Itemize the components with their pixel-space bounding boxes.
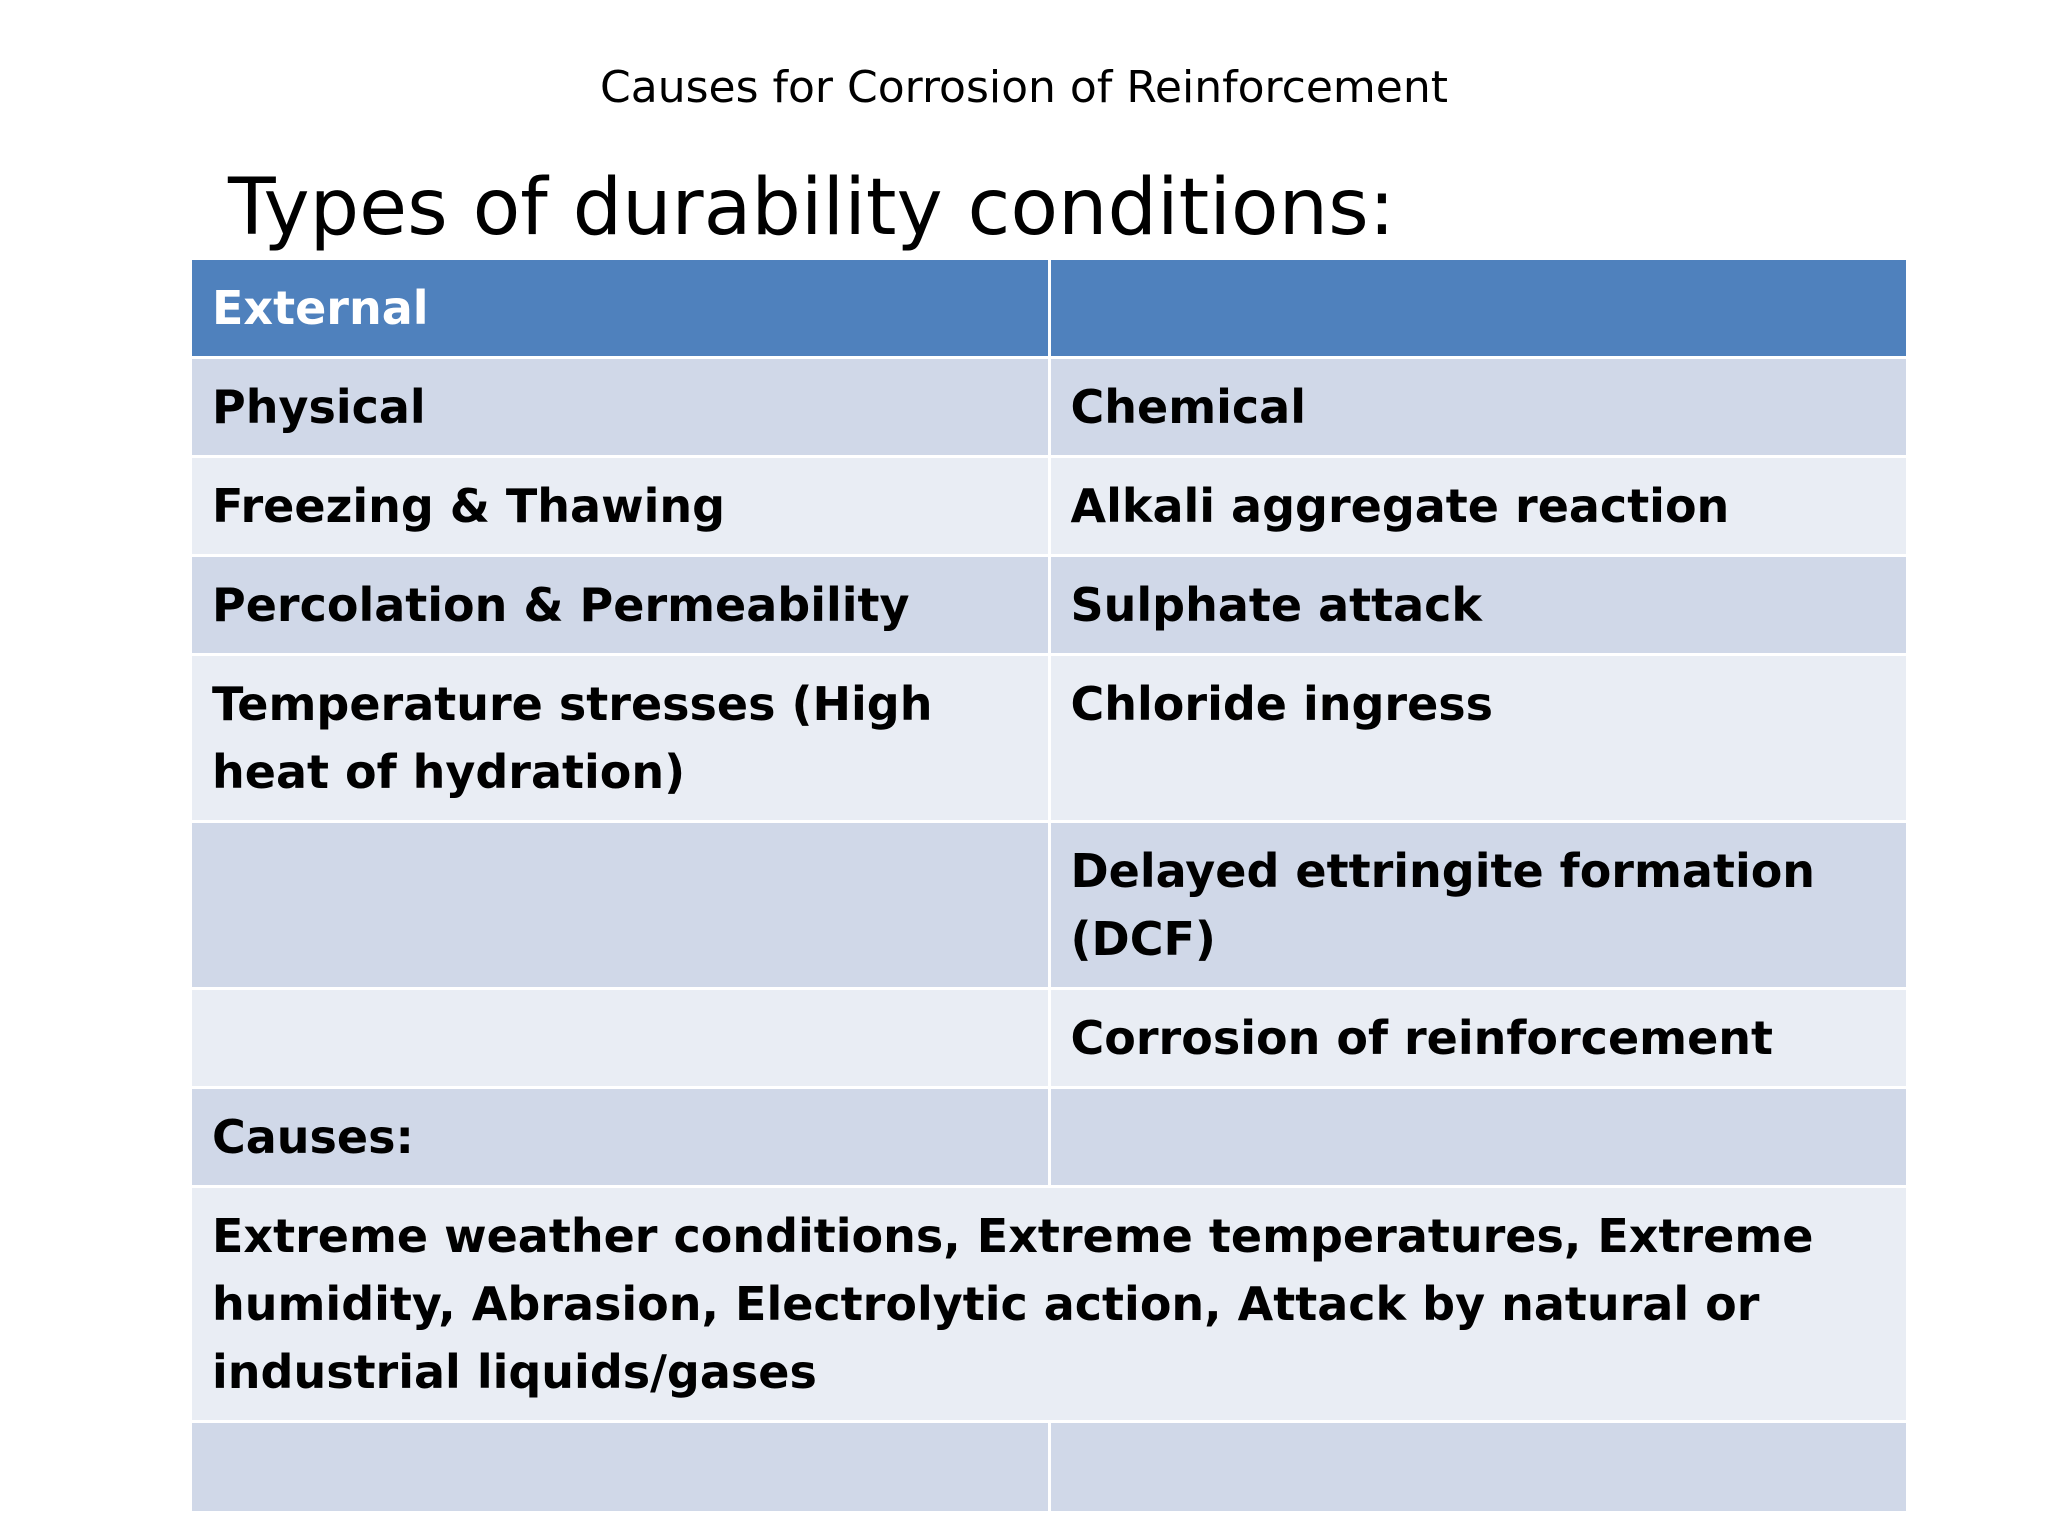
- cell-empty: [191, 1422, 1050, 1513]
- cell-chloride: Chloride ingress: [1049, 655, 1908, 822]
- cell-sulphate: Sulphate attack: [1049, 556, 1908, 655]
- cell-empty: [1049, 1422, 1908, 1513]
- cell-physical: Physical: [191, 358, 1050, 457]
- table-row: [191, 457, 1908, 556]
- cell-delayed-ettringite: Delayed ettringite formation (DCF): [1049, 822, 1908, 989]
- table-row: [191, 1422, 1908, 1513]
- durability-table-container: [189, 257, 1909, 1514]
- cell-empty: [1049, 1088, 1908, 1187]
- durability-table: [189, 257, 1909, 1514]
- table-row: [191, 358, 1908, 457]
- slide-header: Causes for Corrosion of Reinforcement: [600, 62, 1448, 113]
- table-row: [191, 1187, 1908, 1422]
- cell-freezing-thawing: Freezing & Thawing: [191, 457, 1050, 556]
- table-header-row: [191, 259, 1908, 358]
- cell-corrosion: Corrosion of reinforcement: [1049, 989, 1908, 1088]
- cell-causes-text: Extreme weather conditions, Extreme temperatures, Extreme humidity, Abrasion, Electrolytic action, Attack by natural or industrial liquids/gases: [191, 1187, 1908, 1422]
- header-cell-empty: [1049, 259, 1908, 358]
- cell-percolation: Percolation & Permeability: [191, 556, 1050, 655]
- slide-title: Types of durability conditions:: [228, 163, 1395, 253]
- cell-alkali-aggregate: Alkali aggregate reaction: [1049, 457, 1908, 556]
- table-row: [191, 655, 1908, 822]
- table-row: [191, 989, 1908, 1088]
- header-cell-external: External: [191, 259, 1050, 358]
- cell-temperature-stresses: Temperature stresses (High heat of hydration): [191, 655, 1050, 822]
- table-row: [191, 822, 1908, 989]
- cell-empty: [191, 822, 1050, 989]
- table-row: [191, 1088, 1908, 1187]
- cell-chemical: Chemical: [1049, 358, 1908, 457]
- cell-causes-label: Causes:: [191, 1088, 1050, 1187]
- cell-empty: [191, 989, 1050, 1088]
- table-row: [191, 556, 1908, 655]
